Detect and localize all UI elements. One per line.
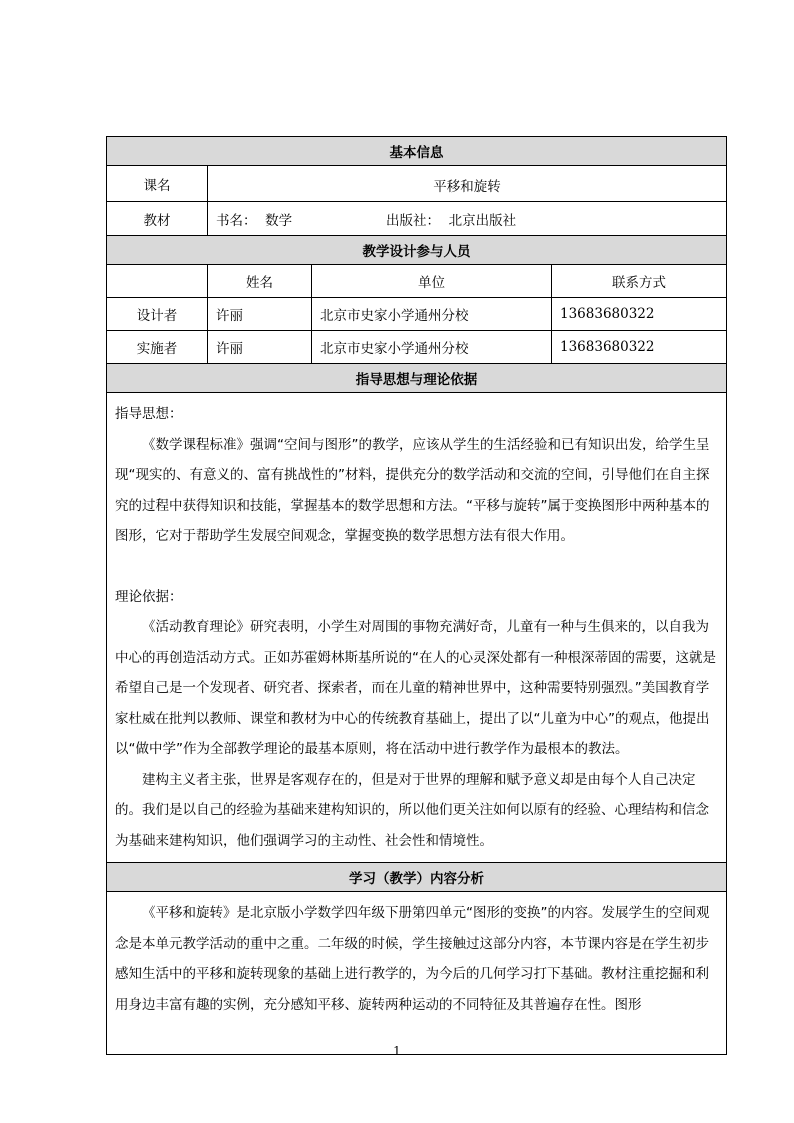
section-header-basic-info: 基本信息 (107, 137, 727, 166)
participants-header-name: 姓名 (208, 265, 312, 298)
content-analysis-paragraph: 《平移和旋转》是北京版小学数学四年级下册第四单元“图形的变换”的内容。发展学生的空间观念是本单元教学活动的重中之重。二年级的时候，学生接触过这部分内容，本节课内容是在学生初步感知生活中的平移和旋转现象的基础上进行教学的，为今后的几何学习打下基础。教材注重挖掘和利用身边丰富有趣的实例，充分感知平移、旋转两种运动的不同特征及其普遍存在性。图形 (115, 905, 710, 1013)
participant-name: 许丽 (208, 298, 312, 331)
book-label: 书名： (216, 212, 257, 229)
section-header-participants: 教学设计参与人员 (107, 236, 727, 265)
lesson-plan-table (106, 136, 727, 1055)
course-title: 平移和旋转 (208, 166, 727, 202)
publisher-value: 北京出版社 (448, 212, 517, 229)
participant-role: 设计者 (107, 298, 208, 331)
participant-phone: 13683680322 (552, 298, 727, 331)
participants-header-contact: 联系方式 (552, 265, 727, 298)
section-header-content-analysis: 学习（教学）内容分析 (107, 863, 727, 892)
table-row (107, 331, 727, 364)
theory-paragraph-2: 建构主义者主张，世界是客观存在的，但是对于世界的理解和赋予意义却是由每个人自己决定的。我们是以自己的经验为基础来建构知识的，所以他们更关注如何以原有的经验、心理结构和信念为基础来建构知识，他们强调学习的主动性、社会性和情境性。 (115, 771, 709, 849)
guiding-thought-paragraph: 《数学课程标准》强调“空间与图形”的教学，应该从学生的生活经验和已有知识出发，给学生呈现“现实的、有意义的、富有挑战性的”材料，提供充分的数学活动和交流的空间，引导他们在自主探究的过程中获得知识和技能，掌握基本的数学思想和方法。“平移与旋转”属于变换图形中两种基本的图形，它对于帮助学生发展空间观念，掌握变换的数学思想方法有很大作用。 (115, 436, 710, 544)
theory-label: 理论依据： (115, 588, 183, 605)
participant-role: 实施者 (107, 331, 208, 364)
participant-unit: 北京市史家小学通州分校 (312, 331, 552, 364)
publisher-label: 出版社： (386, 212, 440, 229)
participant-phone: 13683680322 (552, 331, 727, 364)
content-analysis-body (107, 892, 727, 1055)
table-row (107, 298, 727, 331)
guiding-thought-label: 指导思想： (115, 406, 183, 422)
participant-name: 许丽 (208, 331, 312, 364)
blank-line (115, 552, 718, 582)
section-header-guiding: 指导思想与理论依据 (107, 364, 727, 393)
textbook-label: 教材 (107, 202, 208, 236)
theory-paragraph-1: 《活动教育理论》研究表明，小学生对周围的事物充满好奇，儿童有一种与生俱来的，以自我为中心的再创造活动方式。正如苏霍姆林斯基所说的“在人的心灵深处都有一种根深蒂固的需要，这就是希望自己是一个发现者、研究者、探索者，而在儿童的精神世界中，这种需要特别强烈。”美国教育学家杜威在批判以教师、课堂和教材为中心的传统教育基础上，提出了以“儿童为中心”的观点，他提出以“做中学”作为全部教学理论的最基本原则，将在活动中进行教学作为最根本的教法。 (115, 619, 716, 757)
textbook-info (208, 202, 727, 236)
participants-header-unit: 单位 (312, 265, 552, 298)
participant-unit: 北京市史家小学通州分校 (312, 298, 552, 331)
book-value: 数学 (265, 212, 293, 229)
page-number: 1 (393, 1044, 401, 1058)
guiding-content (107, 393, 727, 863)
participants-header-blank (107, 265, 208, 298)
course-label: 课名 (107, 166, 208, 202)
